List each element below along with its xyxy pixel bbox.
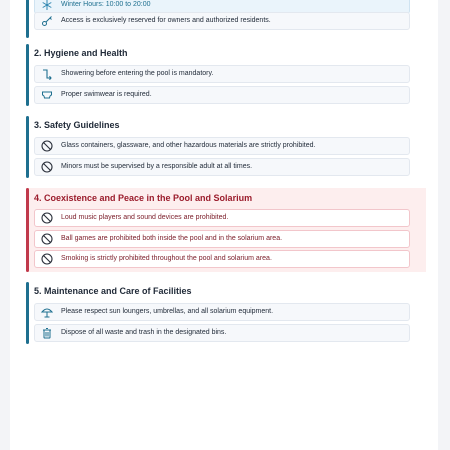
swimwear-icon [41, 89, 53, 101]
section-hygiene [26, 44, 426, 106]
list-item-text: Dispose of all waste and trash in the designated bins. [61, 329, 227, 336]
section-accent-bar [26, 44, 29, 106]
list-item-text: Minors must be supervised by a responsible adult at all times. [61, 163, 253, 170]
section-maintenance [26, 282, 426, 344]
list-item [34, 303, 410, 321]
section-access [26, 0, 426, 38]
snowflake-icon [41, 0, 53, 11]
key-icon [41, 15, 53, 27]
umbrella-icon [41, 306, 53, 318]
list-item [34, 65, 410, 83]
prohibited-icon [41, 161, 53, 173]
prohibited-icon [41, 233, 53, 245]
prohibited-icon [41, 212, 53, 224]
section-heading: 3. Safety Guidelines [34, 120, 120, 130]
list-item [34, 230, 410, 248]
list-item [34, 86, 410, 104]
list-item-text: Winter Hours: 10:00 to 20:00 [61, 1, 151, 8]
rules-page [10, 0, 438, 450]
list-item [34, 250, 410, 268]
list-item-text: Please respect sun loungers, umbrellas, and all solarium equipment. [61, 308, 274, 315]
list-item-text: Ball games are prohibited both inside the pool and in the solarium area. [61, 235, 283, 242]
list-item [34, 137, 410, 155]
list-item-text: Glass containers, glassware, and other hazardous materials are strictly prohibited. [61, 142, 316, 149]
list-item-access [34, 12, 410, 30]
list-item-text: Loud music players and sound devices are prohibited. [61, 214, 229, 221]
section-coexistence [26, 188, 426, 272]
section-heading: 5. Maintenance and Care of Facilities [34, 286, 192, 296]
shower-icon [41, 68, 53, 80]
list-item [34, 324, 410, 342]
list-item [34, 158, 410, 176]
list-item-text: Showering before entering the pool is mandatory. [61, 70, 214, 77]
section-accent-bar [26, 188, 29, 272]
section-safety [26, 116, 426, 178]
list-item [34, 209, 410, 227]
list-item-text: Smoking is strictly prohibited throughout the pool and solarium area. [61, 255, 272, 262]
trash-icon [41, 327, 53, 339]
section-heading: 2. Hygiene and Health [34, 48, 128, 58]
section-accent-bar [26, 116, 29, 178]
list-item-text: Access is exclusively reserved for owners and authorized residents. [61, 17, 271, 24]
prohibited-icon [41, 140, 53, 152]
section-accent-bar [26, 282, 29, 344]
section-accent-bar [26, 0, 29, 38]
section-heading: 4. Coexistence and Peace in the Pool and Solarium [34, 193, 253, 203]
list-item-text: Proper swimwear is required. [61, 91, 152, 98]
prohibited-icon [41, 253, 53, 265]
